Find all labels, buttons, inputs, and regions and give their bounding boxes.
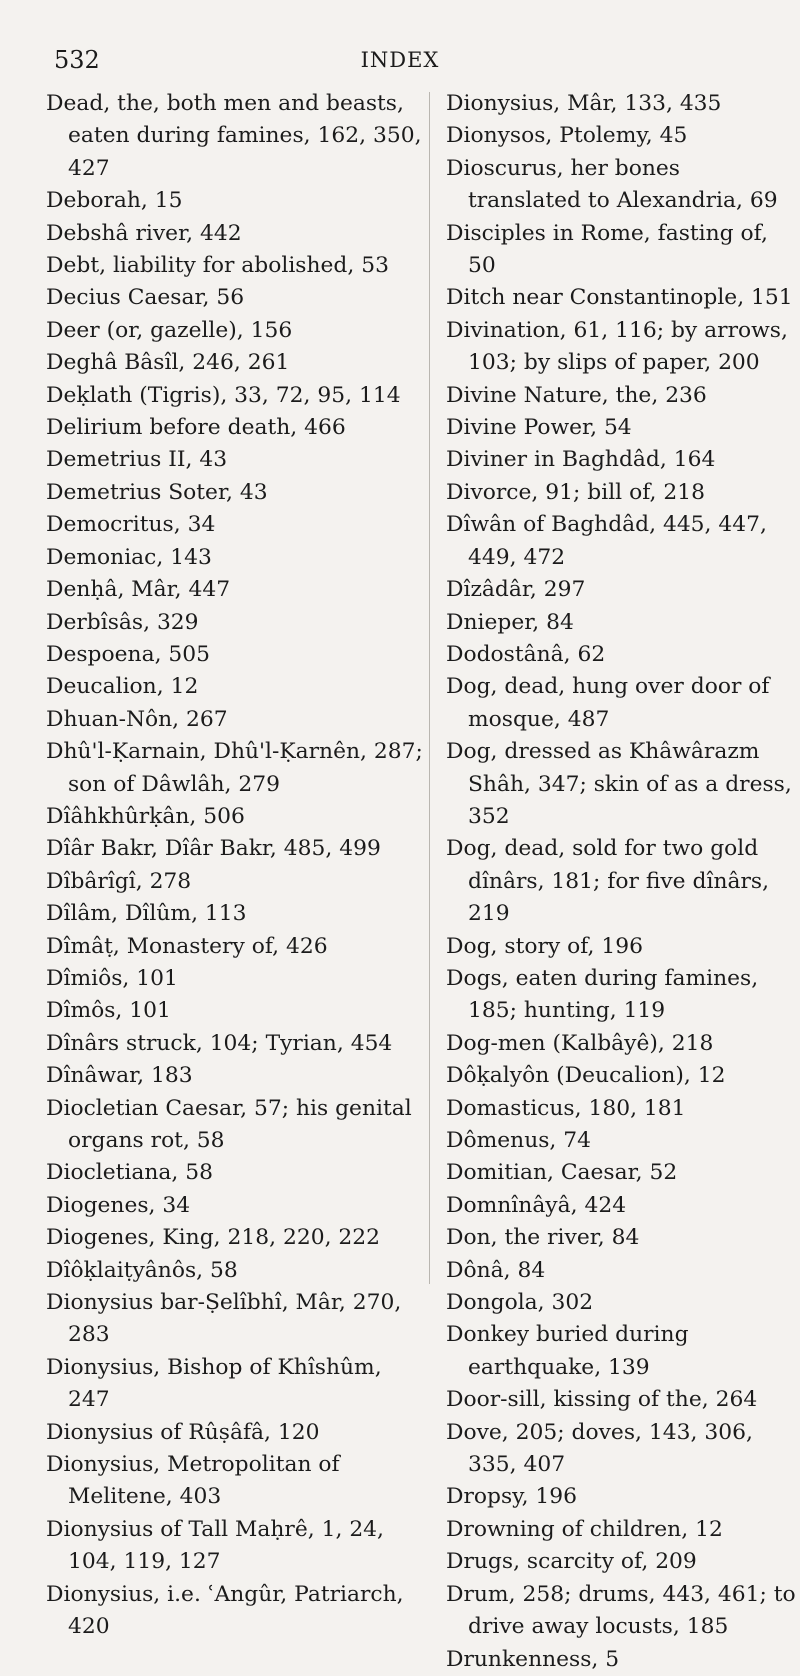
index-entry: Dog, dead, hung over door of mosque, 487 <box>446 674 770 732</box>
index-entry: Domnînâyâ, 424 <box>446 1192 627 1218</box>
index-entry: Dead, the, both men and beasts, eaten during famines, 162, 350, 427 <box>46 91 422 181</box>
index-entry: Dionysius, Bishop of Khîshûm, 247 <box>46 1354 382 1413</box>
index-entry: Dogs, eaten during famines, 185; hunting, 119 <box>446 965 759 1024</box>
index-entry: Dhuan-Nôn, 267 <box>46 706 228 732</box>
index-entry: Deghâ Bâsîl, 246, 261 <box>46 350 290 376</box>
index-entry: Denḥâ, Mâr, 447 <box>46 577 231 603</box>
index-entry: Deucalion, 12 <box>46 674 199 700</box>
index-entry: Dîâr Bakr, Dîâr Bakr, 485, 499 <box>46 836 381 862</box>
index-entry: Dôḳalyôn (Deucalion), 12 <box>446 1063 726 1089</box>
index-entry: Donkey buried during earthquake, 139 <box>446 1322 689 1380</box>
index-entry: Dodostânâ, 62 <box>446 641 606 667</box>
index-entry: Drum, 258; drums, 443, 461; to drive away locusts, 185 <box>446 1581 796 1640</box>
index-entry: Delirium before death, 466 <box>46 415 346 441</box>
index-entry: Dîâhkhûrḳân, 506 <box>46 803 245 829</box>
index-entry: Democritus, 34 <box>46 512 216 538</box>
index-entry: Don, the river, 84 <box>446 1225 640 1251</box>
index-entry: Despoena, 505 <box>46 641 211 667</box>
page-header <box>0 46 800 86</box>
index-entry: Dongola, 302 <box>446 1290 594 1316</box>
index-entry: Divine Power, 54 <box>446 415 632 441</box>
index-entry: Dionysius, Mâr, 133, 435 <box>446 91 722 116</box>
index-entry: Demetrius Soter, 43 <box>46 479 268 505</box>
index-entry: Dionysius of Rûṣâfâ, 120 <box>46 1419 320 1445</box>
index-entry: Dog, story of, 196 <box>446 933 644 959</box>
column-divider <box>429 92 430 1284</box>
index-entry: Domitian, Caesar, 52 <box>446 1160 678 1186</box>
index-entry: Dîmiôs, 101 <box>46 965 178 991</box>
index-entry: Dog, dead, sold for two gold dînârs, 181; for five dînârs, 219 <box>446 836 770 927</box>
page-number: 532 <box>54 46 100 74</box>
index-entry: Dionysos, Ptolemy, 45 <box>446 123 688 149</box>
index-entry: Dînâwar, 183 <box>46 1063 193 1089</box>
index-column-right <box>446 88 798 1676</box>
index-entry: Dîbârîgî, 278 <box>46 868 192 894</box>
index-entry: Drunkenness, 5 <box>446 1646 620 1672</box>
index-entry: Ditch near Constantinople, 151 <box>446 285 793 311</box>
index-entry: Drowning of children, 12 <box>446 1516 723 1542</box>
index-entry: Dog, dressed as Khâwârazm Shâh, 347; skin of as a dress, 352 <box>446 739 792 829</box>
index-entry: Demetrius II, 43 <box>46 447 228 473</box>
index-entry: Domasticus, 180, 181 <box>446 1095 686 1121</box>
index-entry: Drugs, scarcity of, 209 <box>446 1549 697 1575</box>
index-entry: Dîwân of Baghdâd, 445, 447, 449, 472 <box>446 512 767 570</box>
index-entry: Deḳlath (Tigris), 33, 72, 95, 114 <box>46 382 401 408</box>
index-entry: Debt, liability for abolished, 53 <box>46 253 389 279</box>
index-entry: Dioscurus, her bones translated to Alexandria, 69 <box>446 155 778 214</box>
index-entry: Dônâ, 84 <box>446 1257 546 1283</box>
index-entry: Dionysius of Tall Maḥrê, 1, 24, 104, 119, 127 <box>46 1516 384 1575</box>
index-column-left <box>46 88 424 1644</box>
index-entry: Dropsy, 196 <box>446 1484 578 1510</box>
index-entry: Dionysius, i.e. ʿAngûr, Patriarch, 420 <box>46 1581 404 1640</box>
index-entry: Dîmâṭ, Monastery of, 426 <box>46 933 328 959</box>
index-entry: Door-sill, kissing of the, 264 <box>446 1387 758 1413</box>
index-entry: Demoniac, 143 <box>46 544 212 570</box>
index-entry: Deborah, 15 <box>46 188 183 214</box>
index-entry: Debshâ river, 442 <box>46 220 242 246</box>
index-entry: Derbîsâs, 329 <box>46 609 199 635</box>
index-entry: Diviner in Baghdâd, 164 <box>446 447 716 473</box>
index-entry: Dîôḳlaiṭyânôs, 58 <box>46 1257 238 1283</box>
index-entry: Disciples in Rome, fasting of, 50 <box>446 220 768 279</box>
index-entry: Dionysius, Metropolitan of Melitene, 403 <box>46 1452 340 1510</box>
index-entry: Divine Nature, the, 236 <box>446 382 707 408</box>
index-entry: Decius Caesar, 56 <box>46 285 245 311</box>
index-entry: Dômenus, 74 <box>446 1128 592 1153</box>
index-entry: Dînârs struck, 104; Tyrian, 454 <box>46 1030 393 1056</box>
index-entry: Diocletiana, 58 <box>46 1160 213 1186</box>
index-entry: Dog-men (Kalbâyê), 218 <box>446 1030 714 1056</box>
index-entry: Dnieper, 84 <box>446 609 574 635</box>
index-entry: Dionysius bar-Ṣelîbhî, Mâr, 270, 283 <box>46 1290 402 1348</box>
index-entry: Deer (or, gazelle), 156 <box>46 317 293 343</box>
index-entry: Divination, 61, 116; by arrows, 103; by slips of paper, 200 <box>446 317 788 376</box>
index-entry: Diogenes, King, 218, 220, 222 <box>46 1225 381 1251</box>
index-entry: Divorce, 91; bill of, 218 <box>446 479 705 505</box>
index-entry: Dove, 205; doves, 143, 306, 335, 407 <box>446 1419 753 1478</box>
index-entry: Diogenes, 34 <box>46 1192 191 1218</box>
index-entry: Dîmôs, 101 <box>46 998 171 1024</box>
index-entry: Dîlâm, Dîlûm, 113 <box>46 901 247 927</box>
index-entry: Dhû'l-Ḳarnain, Dhû'l-Ḳarnên, 287; son of Dâwlâh, 279 <box>46 739 423 797</box>
page-title: INDEX <box>360 48 440 72</box>
index-entry: Dîzâdâr, 297 <box>446 577 586 603</box>
index-entry: Diocletian Caesar, 57; his genital organs rot, 58 <box>46 1095 412 1153</box>
